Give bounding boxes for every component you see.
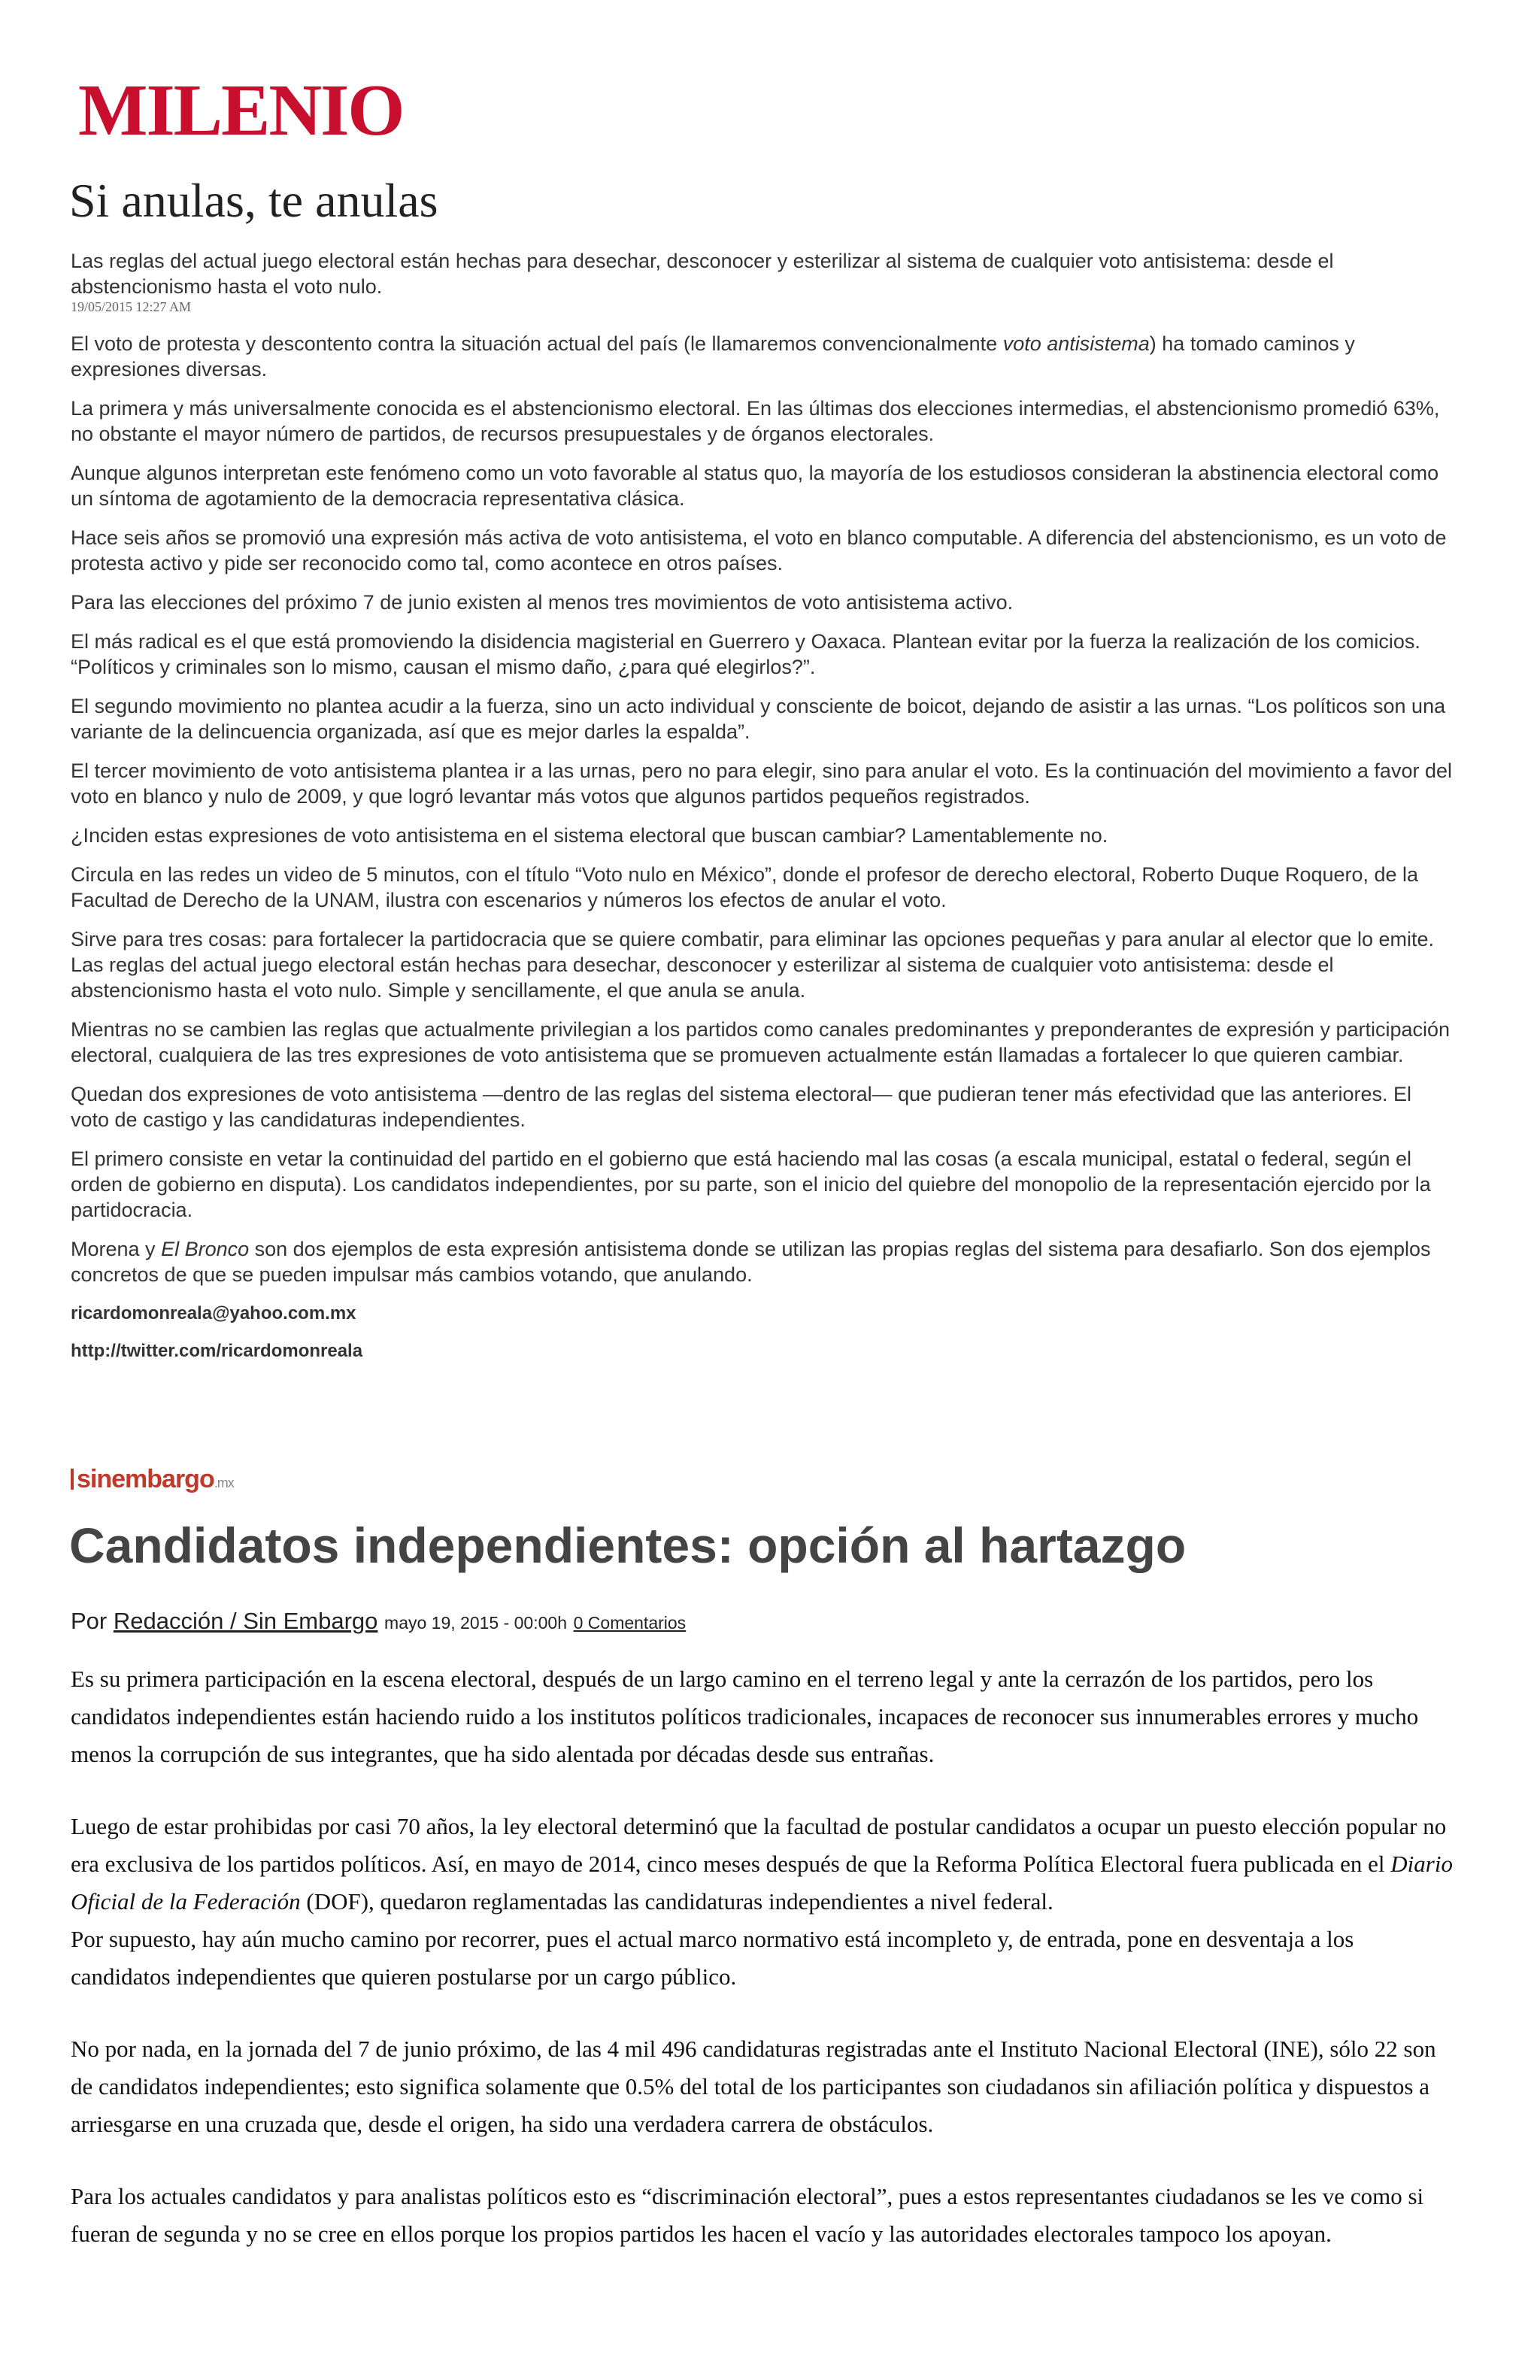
emphasis: Diario Oficial de la Federación (71, 1851, 1453, 1915)
paragraph: El segundo movimiento no plantea acudir a la fuerza, sino un acto individual y consciente de boicot, dejando de asistir a las urnas. “Los políticos son una variante de la delincuencia organizada, así que es mejor darles la espalda”. (71, 695, 1446, 743)
paragraph: Circula en las redes un video de 5 minutos, con el título “Voto nulo en México”, donde el profesor de derecho electoral, Roberto Duque Roquero, de la Facultad de Derecho de la UNAM, ilustra con escenarios y números los efectos de anular el voto. (71, 863, 1419, 911)
paragraph: Para los actuales candidatos y para analistas políticos esto es “discriminación electoral”, pues a estos representantes ciudadanos se les ve como si fueran de segunda y no se cree en ellos porque los propios partidos les hacen el vacío y las autoridades electorales tampoco los apoyan. (71, 2183, 1424, 2247)
paragraph: Sirve para tres cosas: para fortalecer la partidocracia que se quiere combatir, para eliminar las opciones pequeñas y para anular al elector que lo emite. Las reglas del actual juego electoral están hechas para desechar, desconocer y esterilizar al sistema de cualquier voto antisistema: desde el abstencionismo hasta el voto nulo. Simple y sencillamente, el que anula se anula. (71, 928, 1434, 1002)
paragraph: Es su primera participación en la escena electoral, después de un largo camino en el terreno legal y ante la cerrazón de los partidos, pero los candidatos independientes están haciendo ruido a los institutos políticos tradicionales, incapaces de reconocer sus innumerables errores y mucho menos la corrupción de sus integrantes, que ha sido alentada por décadas desde sus entrañas. (71, 1666, 1419, 1767)
milenio-logo[interactable]: MILENIO (78, 70, 404, 151)
paragraph: No por nada, en la jornada del 7 de junio próximo, de las 4 mil 496 candidaturas registradas ante el Instituto Nacional Electoral (INE), sólo 22 son de candidatos independientes; esto significa solamente que 0.5% del total de los participantes son ciudadanos sin afiliación política y dispuestos a arriesgarse en una cruzada que, desde el origen, ha sido una verdadera carrera de obstáculos. (71, 2036, 1436, 2137)
article-date: 19/05/2015 12:27 AM (71, 299, 192, 314)
paragraph: El voto de protesta y descontento contra la situación actual del país (le llamaremos convencionalmente voto antisistema) ha tomado caminos y expresiones diversas. (71, 332, 1355, 380)
article-title: Candidatos independientes: opción al hartazgo (69, 1517, 1187, 1573)
emphasis: El Bronco (161, 1238, 250, 1260)
paragraph: ¿Inciden estas expresiones de voto antisistema en el sistema electoral que buscan cambiar? Lamentablemente no. (71, 824, 1108, 847)
byline: Por Redacción / Sin Embargo mayo 19, 2015 - 00:00h 0 Comentarios (71, 1608, 687, 1634)
author-twitter-link[interactable]: http://twitter.com/ricardomonreala (71, 1341, 363, 1361)
sinembargo-logo[interactable]: sinembargo.mx (71, 1465, 234, 1494)
paragraph: Luego de estar prohibidas por casi 70 años, la ley electoral determinó que la facultad de postular candidatos a ocupar un puesto elección popular no era exclusiva de los partidos políticos. Así, en mayo de 2014, cinco meses después de que la Reforma Política Electoral fuera publicada en el Diario Oficial de la Federación (DOF), quedaron reglamentadas las candidaturas independientes a nivel federal. (71, 1813, 1453, 1915)
author-email[interactable]: ricardomonreala@yahoo.com.mx (71, 1303, 356, 1323)
paragraph: Quedan dos expresiones de voto antisistema —dentro de las reglas del sistema electoral— que pudieran tener más efectividad que las anteriores. El voto de castigo y las candidaturas independientes. (71, 1083, 1412, 1131)
author-link[interactable]: Redacción / Sin Embargo (113, 1608, 378, 1634)
article-body (71, 331, 1454, 1376)
comments-link[interactable]: 0 Comentarios (573, 1613, 687, 1633)
paragraph: Mientras no se cambien las reglas que actualmente privilegian a los partidos como canales predominantes y preponderantes de expresión y participación electoral, cualquiera de las tres expresiones de voto antisistema que se promueven actualmente están llamadas a fortalecer lo que quieren cambiar. (71, 1018, 1451, 1066)
article-date: mayo 19, 2015 - 00:00h (384, 1613, 567, 1633)
paragraph: Hace seis años se promovió una expresión más activa de voto antisistema, el voto en blanco computable. A diferencia del abstencionismo, es un voto de protesta activo y pide ser reconocido como tal, como acontece en otros países. (71, 526, 1447, 575)
article-title: Si anulas, te anulas (69, 174, 438, 227)
paragraph: El tercer movimiento de voto antisistema plantea ir a las urnas, pero no para elegir, sino para anular el voto. Es la continuación del movimiento a favor del voto en blanco y nulo de 2009, y que logró levantar más votos que algunos partidos pequeños registrados. (71, 759, 1452, 808)
paragraph: El más radical es el que está promoviendo la disidencia magisterial en Guerrero y Oaxaca. Plantean evitar por la fuerza la realización de los comicios. “Políticos y criminales son lo mismo, causan el mismo daño, ¿para qué elegirlos?”. (71, 630, 1420, 678)
emphasis: voto antisistema (1002, 332, 1150, 355)
paragraph: Aunque algunos interpretan este fenómeno como un voto favorable al status quo, la mayoría de los estudiosos consideran la abstinencia electoral como un síntoma de agotamiento de la democracia representativa clásica. (71, 462, 1439, 510)
article-lead: Las reglas del actual juego electoral están hechas para desechar, desconocer y esterilizar al sistema de cualquier voto antisistema: desde el abstencionismo hasta el voto nulo. (71, 250, 1334, 298)
paragraph: Morena y El Bronco son dos ejemplos de esta expresión antisistema donde se utilizan las propias reglas del sistema para desafiarlo. Son dos ejemplos concretos de que se pueden impulsar más cambios votando, que anulando. (71, 1238, 1431, 1286)
paragraph: La primera y más universalmente conocida es el abstencionismo electoral. En las últimas dos elecciones intermedias, el abstencionismo promedió 63%, no obstante el mayor número de partidos, de recursos presupuestales y de órganos electorales. (71, 397, 1440, 445)
logo-mark-icon (71, 1469, 74, 1490)
paragraph: El primero consiste en vetar la continuidad del partido en el gobierno que está haciendo mal las cosas (a escala municipal, estatal o federal, según el orden de gobierno en disputa). Los candidatos independientes, por su parte, son el inicio del quiebre del monopolio de la representación ejercido por la partidocracia. (71, 1148, 1431, 1221)
paragraph: Por supuesto, hay aún mucho camino por recorrer, pues el actual marco normativo está incompleto y, de entrada, pone en desventaja a los candidatos independientes que quieren postularse por un cargo público. (71, 1926, 1354, 1990)
paragraph: Para las elecciones del próximo 7 de junio existen al menos tres movimientos de voto antisistema activo. (71, 591, 1014, 614)
article-body (71, 1660, 1458, 2288)
